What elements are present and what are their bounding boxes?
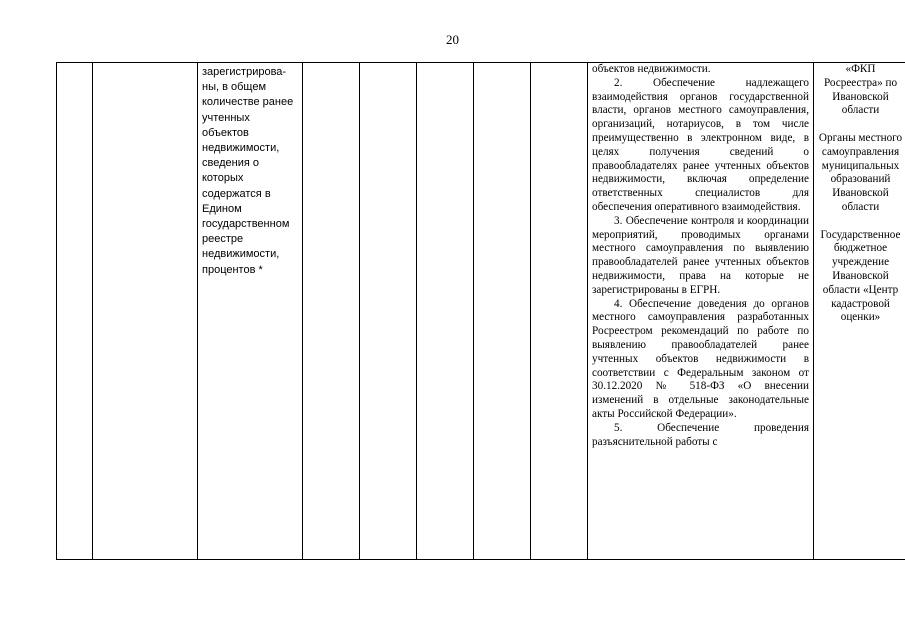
activity-paragraph: 2. Обеспечение надлежащего взаимодействия органов государственной власти, органов местного самоуправления, организаций, нотариусов, в том числе преимущественно в электронном виде, в целях получения сведений о правообладателях ранее учтенных объектов недвижимости, включая определение ответственных специалистов для обеспечения оперативного взаимодействия. <box>592 76 809 213</box>
table-row <box>57 63 905 560</box>
responsible-entity: Органы местного самоуправления муниципальных образований Ивановской области <box>818 131 903 213</box>
empty-cell <box>93 63 198 560</box>
indicator-cell: зарегистрирова-ны, в общем количестве ранее учтенных объектов недвижимости, сведения о которых содержатся в Едином государственном реестре недвижимости, процентов * <box>198 63 303 560</box>
empty-cell <box>531 63 588 560</box>
activity-paragraph: 4. Обеспечение доведения до органов местного самоуправления разработанных Росреестром рекомендаций по работе по выявлению правообладателей ранее учтенных объектов недвижимости в соответствии с Федеральным законом от 30.12.2020 № 518-ФЗ «О внесении изменений в отдельные законодательные акты Российской Федерации». <box>592 297 809 420</box>
empty-cell <box>303 63 360 560</box>
empty-cell <box>360 63 417 560</box>
document-table <box>56 62 905 560</box>
empty-cell <box>474 63 531 560</box>
activity-paragraph: объектов недвижимости. <box>592 63 711 75</box>
activity-paragraph: 5. Обеспечение проведения разъяснительной работы с <box>592 421 809 448</box>
page-number: 20 <box>446 32 459 47</box>
responsible-entity: «ФКП Росреестра» по Ивановской области <box>823 63 898 117</box>
responsible-cell <box>814 63 905 560</box>
activity-paragraph: 3. Обеспечение контроля и координации мероприятий, проводимых органами местного самоуправления по выявлению правообладателей ранее учтенных объектов недвижимости, права на которые не зарегистрированы в ЕГРН. <box>592 214 809 296</box>
empty-cell <box>57 63 93 560</box>
empty-cell <box>417 63 474 560</box>
activities-cell <box>588 63 814 560</box>
responsible-entity: Государственное бюджетное учреждение Ивановской области «Центр кадастровой оценки» <box>820 228 901 324</box>
